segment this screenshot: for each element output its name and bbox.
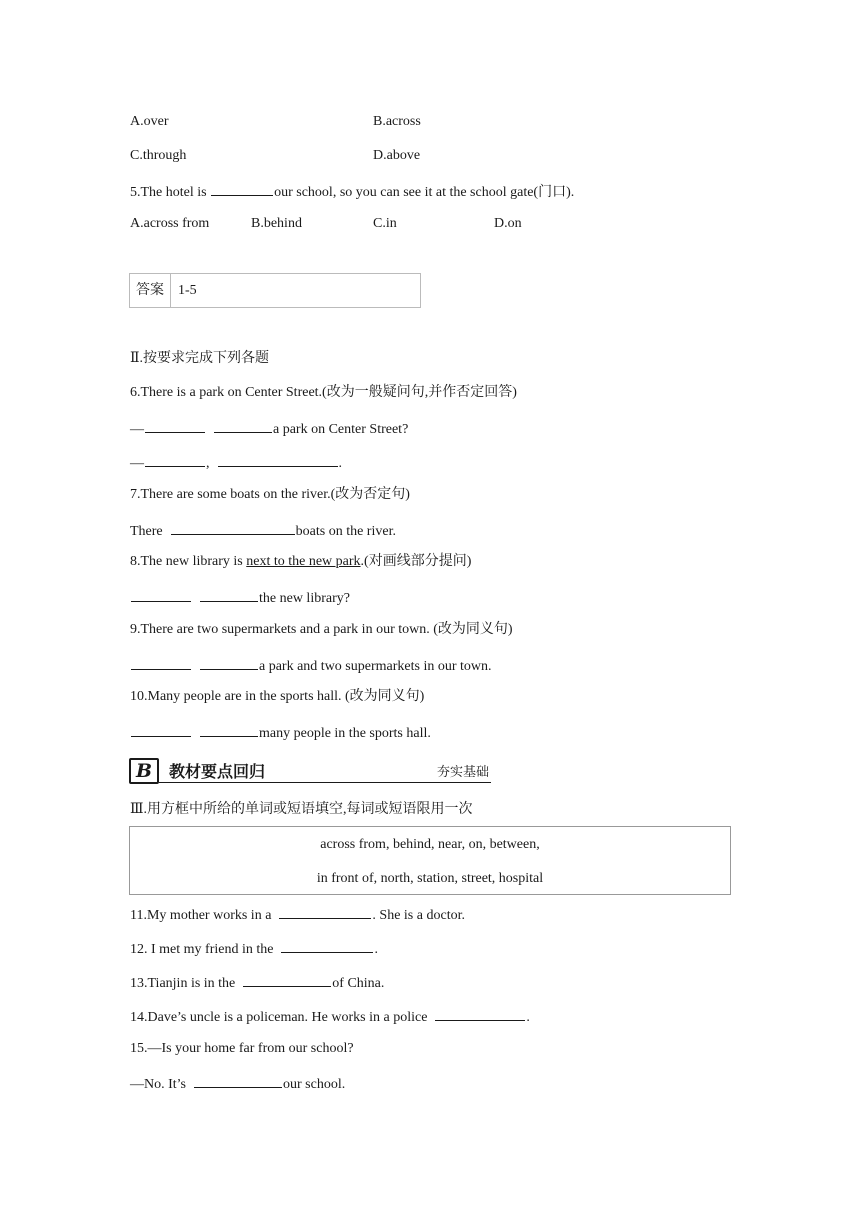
q5-option-a: A.across from <box>130 216 210 231</box>
q14-suffix: . <box>526 1010 530 1025</box>
q6-period: . <box>338 456 342 471</box>
q4-option-b: B.across <box>373 114 421 129</box>
q4-option-c: C.through <box>130 148 187 163</box>
q8-underlined-phrase: next to the new park <box>246 554 361 569</box>
q10-blank-1[interactable] <box>131 722 191 737</box>
q14-blank[interactable] <box>435 1006 525 1021</box>
question-5 <box>130 181 574 202</box>
q5-option-c: C.in <box>373 216 397 231</box>
q5-blank[interactable] <box>211 181 273 196</box>
banner-tag: 夯实基础 <box>436 765 489 780</box>
q12-blank[interactable] <box>281 938 373 953</box>
q6-blank-2[interactable] <box>214 418 272 433</box>
q5-option-d: D.on <box>494 216 522 231</box>
question-8 <box>130 553 471 571</box>
q5-suffix: our school, so you can see it at the school gate(门口). <box>274 185 575 200</box>
q8-blank-1[interactable] <box>131 587 191 602</box>
q8-answer-line <box>130 587 350 608</box>
q9-line-text: a park and two supermarkets in our town. <box>259 659 492 674</box>
q4-option-d: D.above <box>373 148 421 163</box>
answer-value[interactable]: 1-5 <box>178 283 197 298</box>
q6-dash-2: — <box>130 456 144 471</box>
q5-option-b: B.behind <box>251 216 302 231</box>
q10-answer-line <box>130 722 431 743</box>
q9-blank-1[interactable] <box>131 655 191 670</box>
q15-prefix: —No. It’s <box>130 1077 190 1092</box>
q9-answer-line <box>130 655 492 676</box>
q15-suffix: our school. <box>283 1077 346 1092</box>
section-banner <box>129 758 491 783</box>
q8-blank-2[interactable] <box>200 587 258 602</box>
q15-answer-line <box>130 1073 345 1094</box>
q6-blank-1[interactable] <box>145 418 205 433</box>
q8-line-text: the new library? <box>259 591 350 606</box>
q11-suffix: . She is a doctor. <box>372 908 465 923</box>
answer-label: 答案 <box>130 274 171 307</box>
q11-blank[interactable] <box>279 904 371 919</box>
q7-suffix: boats on the river. <box>295 524 396 539</box>
q15-blank[interactable] <box>194 1073 282 1088</box>
question-15: 15.—Is your home far from our school? <box>130 1041 354 1056</box>
q7-answer-line <box>130 520 396 541</box>
section-b-badge-icon: B <box>129 758 159 784</box>
q14-prefix: 14.Dave’s uncle is a policeman. He works in a police <box>130 1010 431 1025</box>
answer-box <box>129 273 421 308</box>
q9-blank-2[interactable] <box>200 655 258 670</box>
q6-line1-text: a park on Center Street? <box>273 422 409 437</box>
q8-suffix: .(对画线部分提问) <box>360 554 472 569</box>
q12-suffix: . <box>374 942 378 957</box>
word-box-row-1: across from, behind, near, on, between, <box>320 837 540 852</box>
q10-blank-2[interactable] <box>200 722 258 737</box>
q8-prefix: 8.The new library is <box>130 554 247 569</box>
question-7: 7.There are some boats on the river.(改为否定句) <box>130 487 410 502</box>
question-12 <box>130 938 378 959</box>
question-9: 9.There are two supermarkets and a park in our town. (改为同义句) <box>130 622 513 637</box>
question-10: 10.Many people are in the sports hall. (改为同义句) <box>130 689 425 704</box>
question-14 <box>130 1006 530 1027</box>
question-6: 6.There is a park on Center Street.(改为一般疑问句,并作否定回答) <box>130 385 517 400</box>
q6-blank-3[interactable] <box>145 452 205 467</box>
question-13 <box>130 972 384 993</box>
q5-prefix: 5.The hotel is <box>130 185 211 200</box>
banner-rule <box>159 782 491 783</box>
q13-suffix: of China. <box>332 976 385 991</box>
banner-title: 教材要点回归 <box>169 762 266 781</box>
q6-answer-line-1 <box>130 418 408 439</box>
word-box-row-2: in front of, north, station, street, hospital <box>316 871 544 886</box>
q7-blank[interactable] <box>171 520 295 535</box>
q13-prefix: 13.Tianjin is in the <box>130 976 239 991</box>
q4-option-a: A.over <box>130 114 169 129</box>
section-2-heading: Ⅱ.按要求完成下列各题 <box>130 351 270 366</box>
q13-blank[interactable] <box>243 972 331 987</box>
q6-comma: , <box>206 456 213 471</box>
q6-blank-4[interactable] <box>218 452 338 467</box>
q11-prefix: 11.My mother works in a <box>130 908 275 923</box>
q6-answer-line-2 <box>130 452 342 473</box>
q12-prefix: 12. I met my friend in the <box>130 942 277 957</box>
q10-line-text: many people in the sports hall. <box>259 726 431 741</box>
q6-dash: — <box>130 422 144 437</box>
section-3-heading: Ⅲ.用方框中所给的单词或短语填空,每词或短语限用一次 <box>130 802 473 817</box>
question-11 <box>130 904 465 925</box>
q7-prefix: There <box>130 524 167 539</box>
word-box <box>129 826 731 895</box>
